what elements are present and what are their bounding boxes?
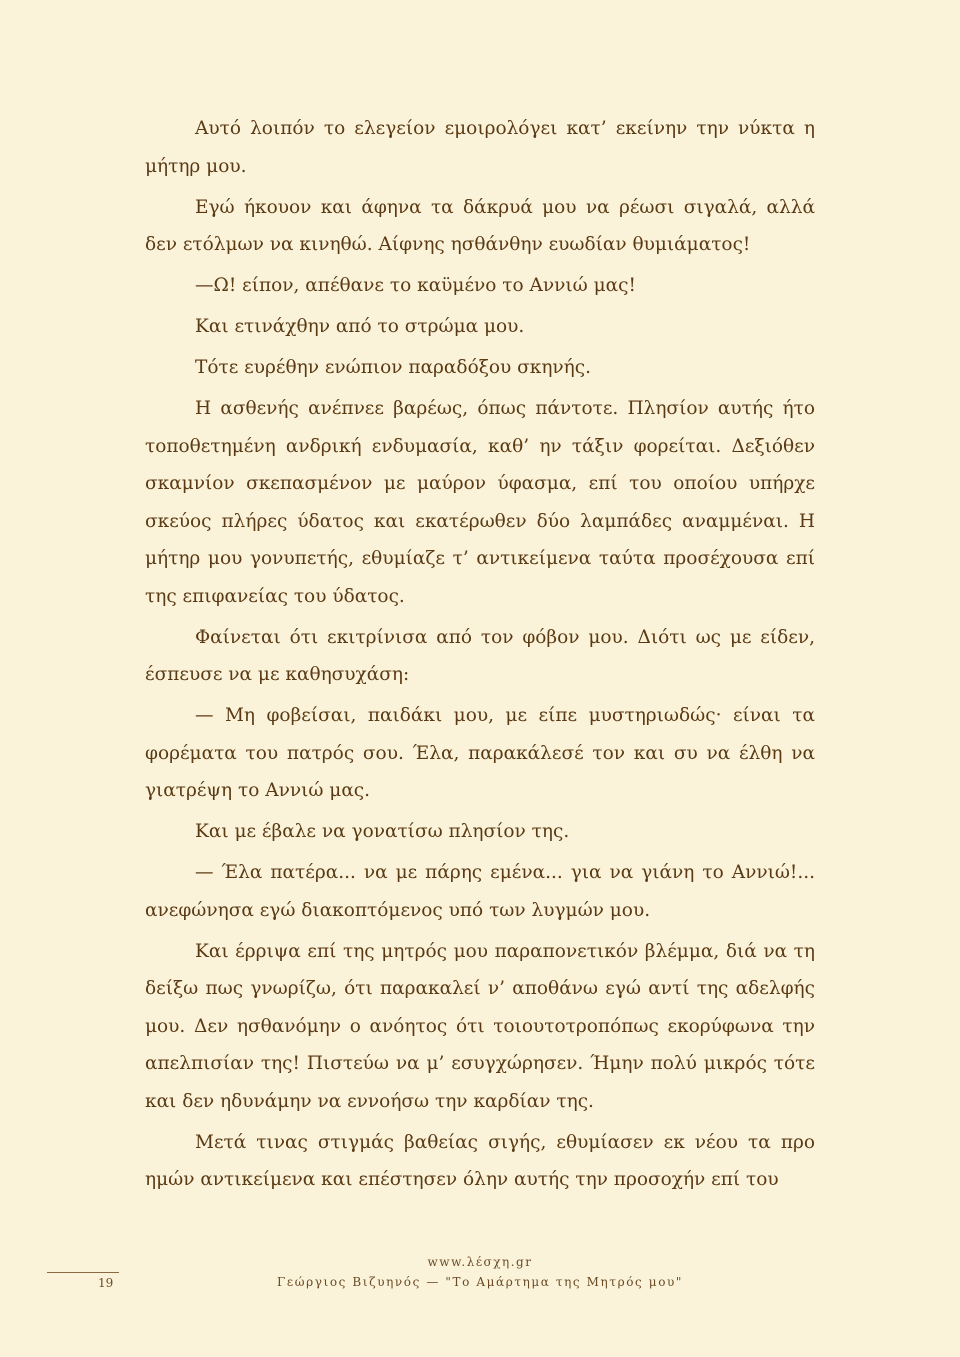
page-number: 19 (98, 1276, 114, 1290)
paragraph: Και ετινάχθην από το στρώμα μου. (195, 316, 525, 337)
paragraph: Και με έβαλε να γονατίσω πλησίον της. (195, 821, 570, 842)
paragraph: Εγώ ήκουον και άφηνα τα δάκρυά μου να ρέωσι σιγαλά, αλλά δεν ετόλμων να κινηθώ. Αίφνης ησθάνθην ευωδίαν θυμιάματος! (145, 196, 815, 255)
paragraph: Αυτό λοιπόν το ελεγείον εμοιρολόγει κατ’ εκείνην την νύκτα η μήτηρ μου. (145, 118, 815, 177)
paragraph: — Έλα πατέρα... να με πάρης εμένα... για να γιάνη το Αννιώ!... ανεφώνησα εγώ διακοπτόμενος υπό των λυγμών μου. (145, 862, 815, 921)
footer-book-title: Γεώργιος Βιζυηνός — "Το Αμάρτημα της Μητρός μου" (276, 1275, 684, 1289)
paragraph: Μετά τινας στιγμάς βαθείας σιγής, εθυμίασεν εκ νέου τα προ ημών αντικείμενα και επέστησεν όλην αυτής την προσοχήν επί του (145, 1131, 815, 1190)
paragraph: — Μη φοβείσαι, παιδάκι μου, με είπε μυστηριωδώς· είναι τα φορέματα του πατρός σου. Έλα, παρακάλεσέ τον και συ να έλθη να γιατρέψη το Αννιώ μας. (145, 705, 815, 801)
paragraph: Φαίνεται ότι εκιτρίνισα από τον φόβον μου. Διότι ως με είδεν, έσπευσε να με καθησυχάση: (145, 626, 815, 685)
paragraph: —Ω! είπον, απέθανε το καϋμένο το Αννιώ μας! (195, 275, 636, 296)
footer-site-link[interactable]: www.λέσχη.gr (427, 1255, 533, 1269)
page-number-rule (47, 1272, 119, 1273)
body-text (145, 110, 815, 1202)
paragraph: Τότε ευρέθην ενώπιον παραδόξου σκηνής. (195, 357, 592, 378)
paragraph: Η ασθενής ανέπνεε βαρέως, όπως πάντοτε. Πλησίον αυτής ήτο τοποθετημένη ανδρική ενδυμασία, καθ’ ην τάξιν φορείται. Δεξιόθεν σκαμνίον σκεπασμένον με μαύρον ύφασμα, επί του οποίου υπήρχε σκεύος πλήρες ύδατος και εκατέρωθεν δύο λαμπάδες αναμμέναι. Η μήτηρ μου γονυπετής, εθυμίαζε τ’ αντικείμενα ταύτα προσέχουσα επί της επιφανείας του ύδατος. (145, 398, 815, 607)
paragraph: Και έρριψα επί της μητρός μου παραπονετικόν βλέμμα, διά να τη δείξω πως γνωρίζω, ότι παρακαλεί ν’ αποθάνω εγώ αντί της αδελφής μου. Δεν ησθανόμην ο ανόητος ότι τοιουτοτροπόπως εκορύφωνα την απελπισίαν της! Πιστεύω να μ’ εσυγχώρησεν. Ήμην πολύ μικρός τότε και δεν ηδυνάμην να εννοήσω την καρδίαν της. (145, 940, 815, 1112)
